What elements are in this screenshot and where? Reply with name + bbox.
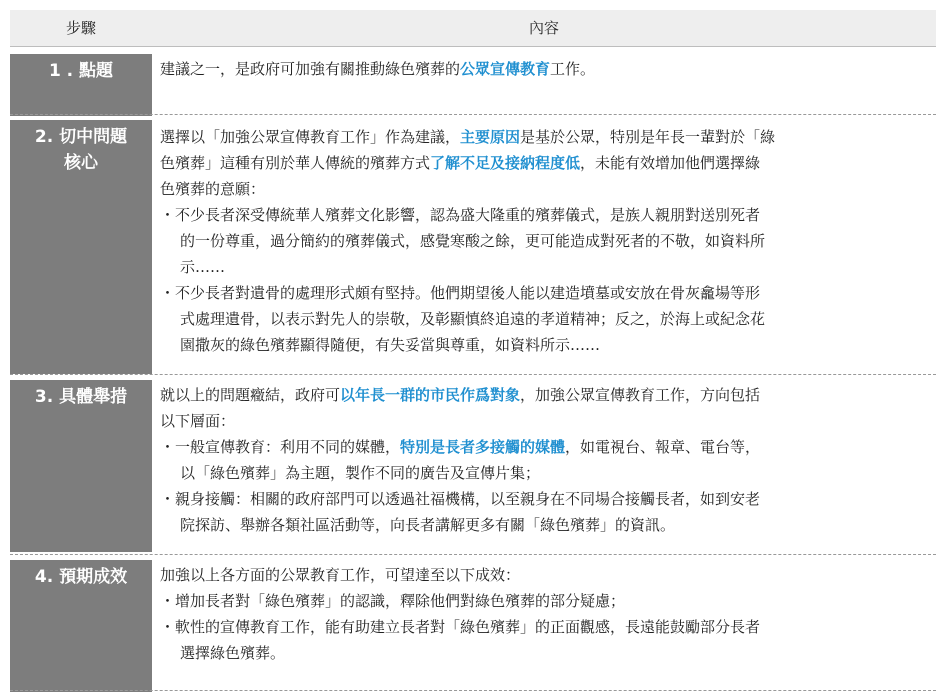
bullet-item: ・不少長者深受傳統華人殯葬文化影響，認為盛大隆重的殯葬儀式，是族人親朋對送別死者 — [160, 206, 761, 224]
highlight-text: 特別是長者多接觸的媒體 — [400, 438, 566, 456]
row-divider — [10, 690, 936, 691]
step-label-3: 3. 具體舉措 — [10, 380, 152, 552]
bullet-item: ・親身接觸：相關的政府部門可以透過社福機構，以至親身在不同場合接觸長者，如到安老 — [160, 490, 761, 508]
row-divider — [10, 374, 936, 375]
content-line: 選擇以「加強公眾宣傳教育工作」作為建議，主要原因是基於公眾，特別是年長一輩對於「綠 — [160, 128, 776, 146]
step-label-1: 1 . 點題 — [10, 54, 152, 116]
content-line: 以下層面： — [160, 412, 236, 430]
bullet-continuation: 式處理遺骨，以表示對先人的崇敬，及彰顯慎終追遠的孝道精神；反之，於海上或紀念花 — [180, 310, 766, 328]
row-divider — [10, 554, 936, 555]
step-label-2: 2. 切中問題 核心 — [10, 120, 152, 374]
row-content-3 — [160, 382, 936, 538]
bullet-continuation: 示…… — [180, 258, 226, 276]
bullet-continuation: 選擇綠色殯葬。 — [180, 644, 286, 662]
content-line: 色殯葬的意願： — [160, 180, 266, 198]
bullet-item: ・軟性的宣傳教育工作，能有助建立長者對「綠色殯葬」的正面觀感，長遠能鼓勵部分長者 — [160, 618, 761, 636]
content-line: 加強以上各方面的公眾教育工作，可望達至以下成效： — [160, 566, 521, 584]
bullet-item: ・增加長者對「綠色殯葬」的認識，釋除他們對綠色殯葬的部分疑慮； — [160, 592, 626, 610]
header-step: 步驟 — [65, 19, 96, 37]
bullet-continuation: 院探訪、舉辦各類社區活動等，向長者講解更多有關「綠色殯葬」的資訊。 — [180, 516, 676, 534]
bullet-continuation: 的一份尊重，過分簡約的殯葬儀式，感覺寒酸之餘，更可能造成對死者的不敬，如資料所 — [180, 232, 766, 250]
content-line: 建議之一，是政府可加強有關推動綠色殯葬的公眾宣傳教育工作。 — [160, 60, 596, 78]
bullet-continuation: 以「綠色殯葬」為主題，製作不同的廣告及宣傳片集； — [180, 464, 541, 482]
table-header — [10, 10, 936, 47]
row-content-1 — [160, 56, 936, 82]
highlight-text: 了解不足及接納程度低 — [430, 154, 581, 172]
content-line: 色殯葬」這種有別於華人傳統的殯葬方式了解不足及接納程度低，未能有效增加他們選擇綠 — [160, 154, 761, 172]
highlight-text: 公眾宣傳教育 — [460, 60, 551, 78]
header-content: 內容 — [528, 19, 559, 37]
row-divider — [10, 114, 936, 115]
highlight-text: 主要原因 — [460, 128, 521, 146]
bullet-item: ・一般宣傳教育：利用不同的媒體，特別是長者多接觸的媒體，如電視台、報章、電台等， — [160, 438, 761, 456]
bullet-continuation: 園撒灰的綠色殯葬顯得隨便，有失妥當與尊重，如資料所示…… — [180, 336, 601, 354]
row-content-2 — [160, 124, 936, 358]
highlight-text: 以年長一群的市民作爲對象 — [340, 386, 521, 404]
bullet-item: ・不少長者對遺骨的處理形式頗有堅持。他們期望後人能以建造墳墓或安放在骨灰龕場等形 — [160, 284, 761, 302]
step-label-4: 4. 預期成效 — [10, 560, 152, 692]
content-line: 就以上的問題癥結，政府可以年長一群的市民作爲對象，加強公眾宣傳教育工作，方向包括 — [160, 386, 761, 404]
row-content-4 — [160, 562, 936, 666]
